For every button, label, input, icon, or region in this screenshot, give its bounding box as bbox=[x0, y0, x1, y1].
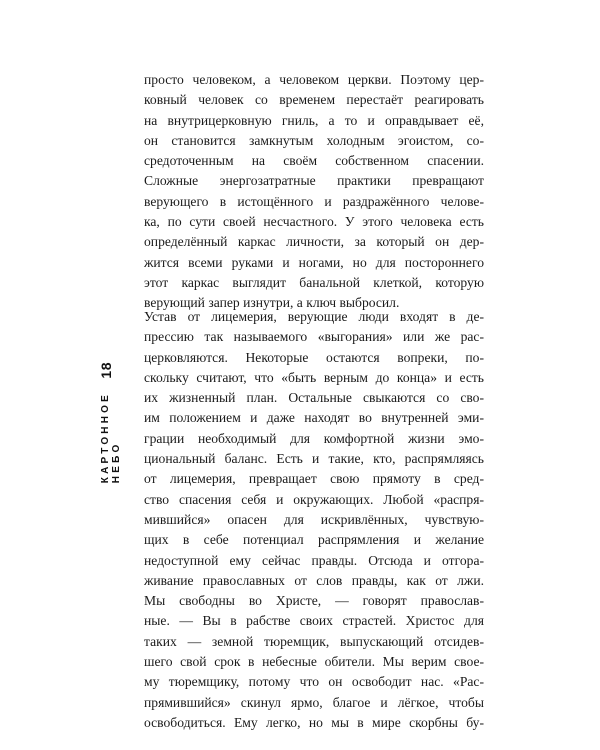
text-line: таких — земной тюремщик, выпускающий отсидев- bbox=[144, 633, 484, 649]
page-number: 18 bbox=[98, 362, 114, 379]
text-line: верующий запер изнутри, а ключ выбросил. bbox=[144, 295, 400, 311]
paragraph-1 bbox=[144, 70, 484, 314]
text-line: шего свой срок в небесные обители. Мы верим свое- bbox=[144, 654, 484, 670]
text-line: мившийся» опасен для искривлённых, чувствую- bbox=[144, 511, 484, 527]
text-line: прямившийся» скинул ярмо, благое и лёгкое, чтобы bbox=[144, 694, 484, 710]
text-line: недоступной ему сейчас правды. Отсюда и отгора- bbox=[144, 552, 484, 568]
text-line: Устав от лицемерия, верующие люди входят в де- bbox=[144, 309, 484, 324]
text-line: циональный баланс. Есть и такие, кто, распрямляясь bbox=[144, 451, 484, 467]
text-line: жится всеми руками и ногами, но для постороннего bbox=[144, 254, 484, 270]
text-line: он становится замкнутым холодным эгоистом, со- bbox=[144, 132, 484, 148]
text-line: прессию так называемого «выгорания» или же рас- bbox=[144, 329, 484, 345]
paragraph-2 bbox=[144, 307, 484, 733]
text-line: ные. — Вы в рабстве своих страстей. Христос для bbox=[144, 613, 484, 629]
text-line: живание православных от слов правды, как от лжи. bbox=[144, 572, 484, 588]
text-line: верующего в истощённого и раздражённого челове- bbox=[144, 193, 484, 209]
text-line: му тюремщику, потому что он освободит нас. «Рас- bbox=[144, 674, 484, 690]
text-line: им положением и даже находят во внутренней эми- bbox=[144, 410, 484, 426]
text-line: на внутрицерковную гниль, а то и оправдывает её, bbox=[144, 112, 484, 128]
text-line: просто человеком, а человеком церкви. Поэтому цер- bbox=[144, 72, 484, 87]
text-line: ковный человек со временем перестаёт реагировать bbox=[144, 92, 484, 108]
text-line: Сложные энергозатратные практики превращают bbox=[144, 173, 484, 189]
text-line: церковляются. Некоторые остаются вопреки, по- bbox=[144, 349, 484, 365]
text-line: от лицемерия, превращает свою прямоту в сред- bbox=[144, 471, 484, 487]
text-line: щих в себе потенциал распрямления и желание bbox=[144, 532, 484, 548]
text-line: этот каркас выглядит банальной клеткой, которую bbox=[144, 274, 484, 290]
text-line: освободиться. Ему легко, но мы в мире скорбны бу- bbox=[144, 714, 484, 730]
text-line: грации необходимый для комфортной жизни эмо- bbox=[144, 430, 484, 446]
text-line: ка, по сути своей несчастного. У этого человека есть bbox=[144, 214, 484, 230]
text-line: средоточенным на своём собственном спасении. bbox=[144, 153, 484, 169]
running-title: КАРТОННОЕ НЕБО bbox=[100, 392, 122, 484]
text-line: ство спасения себя и окружающих. Любой «распря- bbox=[144, 491, 484, 507]
text-line: Мы свободны во Христе, — говорят православ- bbox=[144, 593, 484, 609]
text-line: скольку считают, что «быть верным до конца» и есть bbox=[144, 369, 484, 385]
text-line: их жизненный план. Остальные свыкаются со сво- bbox=[144, 390, 484, 406]
text-line: определённый каркас личности, за который он дер- bbox=[144, 234, 484, 250]
